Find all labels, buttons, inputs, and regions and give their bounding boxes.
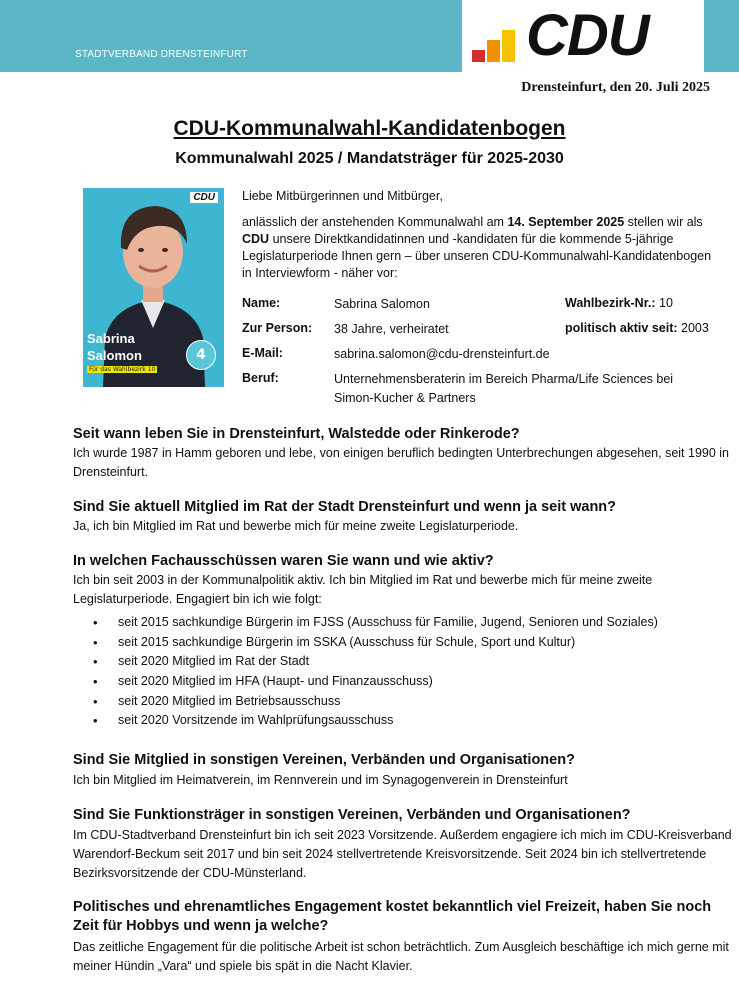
list-item: • seit 2020 Mitglied im Betriebsausschuss [93,694,658,714]
answer-1: Ich wurde 1987 in Hamm geboren und lebe, von einigen beruflich bedingten Unterbrechungen abgesehen, seit 1990 in Drensteinfurt. [73,446,730,479]
list-item: • seit 2020 Mitglied im Rat der Stadt [93,654,658,674]
logo-bars-icon [472,28,520,62]
page-title: CDU-Kommunalwahl-Kandidatenbogen [173,117,566,140]
list-item: • seit 2015 sachkundige Bürgerin im FJSS (Ausschuss für Familie, Jugend, Senioren und Soziales) [93,615,658,635]
name-value: Sabrina Salomon [334,297,430,311]
person-label: Zur Person: [242,321,313,335]
logo-text: CDU [526,3,649,68]
document-date: Drensteinfurt, den 20. Juli 2025 [521,80,710,95]
header-banner-tail [704,0,739,72]
answer-6: Das zeitliche Engagement für die politische Arbeit ist schon beträchtlich. Zum Ausgleich beschäftige ich mich gerne mit meiner Hündin „Vara“ und spiele bis spät in die Nacht Klavier. [73,940,729,973]
district-label: Wahlbezirk-Nr.: [565,296,656,310]
intro-election-date: 14. September 2025 [507,215,625,229]
question-6: Politisches und ehrenamtliches Engagement kostet bekanntlich viel Freizeit, haben Sie noch Zeit für Hobbys und wenn ja welche? [73,899,712,934]
header-banner [0,0,462,72]
job-value-line2: Simon-Kucher & Partners [334,391,476,405]
answer-2: Ja, ich bin Mitglied im Rat und bewerbe mich für meine zweite Legislaturperiode. [73,519,519,533]
intro-paragraph [242,214,724,282]
answer-3: Ich bin seit 2003 in der Kommunalpolitik aktiv. Ich bin Mitglied im Rat und bewerbe mich für meine zweite Legislaturperiode. Engagiert bin ich wie folgt: [73,573,653,606]
job-label: Beruf: [242,371,279,385]
answer-4: Ich bin Mitglied im Heimatverein, im Rennverein und im Synagogenverein in Drensteinfurt [73,773,568,787]
name-label: Name: [242,296,281,310]
photo-name-line2: Salomon [87,348,142,363]
active-since-label: politisch aktiv seit: [565,321,678,335]
intro-greeting: Liebe Mitbürgerinnen und Mitbürger, [242,189,443,203]
active-since-field [565,321,709,335]
committee-list [93,615,658,733]
email-value[interactable]: sabrina.salomon@cdu-drensteinfurt.de [334,347,550,361]
photo-name-line1: Sabrina [87,331,135,346]
question-4: Sind Sie Mitglied in sonstigen Vereinen, Verbänden und Organisationen? [73,752,575,768]
district-field [565,296,673,310]
intro-text-2: stellen wir als [624,215,703,229]
district-value: 10 [659,296,673,310]
question-3: In welchen Fachausschüssen waren Sie wann und wie aktiv? [73,553,494,569]
answer-5: Im CDU-Stadtverband Drensteinfurt bin ich seit 2023 Vorsitzende. Außerdem engagiere ich mich im CDU-Kreisverband Warendorf-Beckum seit 2017 und bin seit 2024 stellvertretende Kreisvorsitzende. Seit 2024 bin ich stellvertretende Bezirksvorsitzende der CDU-Münsterland. [73,828,732,880]
intro-text-3: unsere Direktkandidatinnen und -kandidaten für die kommende 5-jährige Legislaturperiode Ihnen gern – über unseren CDU-Kommunalwahl-Kandidatenbogen in Interviewform - näher vor: [242,232,712,280]
photo-logo: CDU [190,192,218,203]
email-label: E-Mail: [242,346,283,360]
photo-number-badge: 4 [186,340,216,370]
list-item: • seit 2015 sachkundige Bürgerin im SSKA (Ausschuss für Schule, Sport und Kultur) [93,635,658,655]
person-value: 38 Jahre, verheiratet [334,322,449,336]
candidate-photo [83,188,224,387]
photo-subline: Für das Wahlbezirk 10 [89,366,156,373]
cdu-logo [462,0,704,72]
page-subtitle: Kommunalwahl 2025 / Mandatsträger für 2025-2030 [175,150,564,167]
org-label: STADTVERBAND DRENSTEINFURT [75,49,248,60]
intro-party: CDU [242,232,270,246]
question-2: Sind Sie aktuell Mitglied im Rat der Stadt Drensteinfurt und wenn ja seit wann? [73,499,617,515]
intro-text-1: anlässlich der anstehenden Kommunalwahl am [242,215,508,229]
question-1: Seit wann leben Sie in Drensteinfurt, Walstedde oder Rinkerode? [73,426,520,442]
photo-candidate-name [87,330,142,364]
question-5: Sind Sie Funktionsträger in sonstigen Vereinen, Verbänden und Organisationen? [73,807,631,823]
active-since-value: 2003 [681,321,709,335]
list-item: • seit 2020 Vorsitzende im Wahlprüfungsausschuss [93,713,658,733]
job-value-line1: Unternehmensberaterin im Bereich Pharma/Life Sciences bei [334,372,674,386]
list-item: • seit 2020 Mitglied im HFA (Haupt- und Finanzausschuss) [93,674,658,694]
